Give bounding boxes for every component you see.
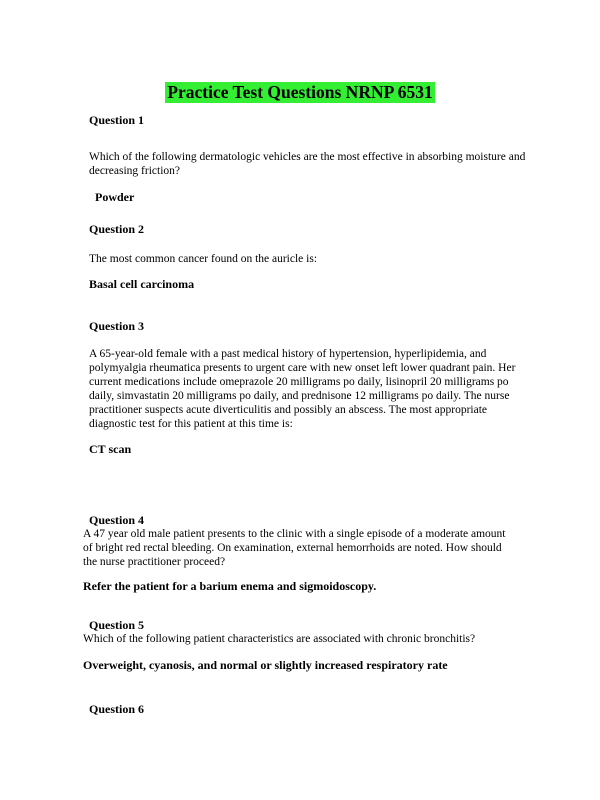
question-2-answer: Basal cell carcinoma <box>89 277 195 291</box>
question-5-answer: Overweight, cyanosis, and normal or slightly increased respiratory rate <box>83 658 448 672</box>
question-3-text: A 65-year-old female with a past medical history of hypertension, hyperlipidemia, and polymyalgia rheumatica presents to urgent care with new onset left lower quadrant pain. Her current medications include omeprazole 20 milligrams po daily, lisinopril 20 milligrams po daily, simvastatin 20 milligrams po daily, and prednisone 12 milligrams po daily. The nurse practitioner suspects acute diverticulitis and possibly an abscess. The most appropriate diagnostic test for this patient at this time is: <box>89 348 516 430</box>
question-3-answer: CT scan <box>89 442 132 456</box>
question-3-heading: Question 3 <box>89 319 145 333</box>
title-container <box>0 82 600 103</box>
question-6-heading: Question 6 <box>89 702 145 716</box>
document-title: Practice Test Questions NRNP 6531 <box>167 82 433 102</box>
question-2-heading: Question 2 <box>89 222 145 236</box>
question-5-heading: Question 5 <box>89 618 145 632</box>
question-4-answer: Refer the patient for a barium enema and sigmoidoscopy. <box>83 579 377 593</box>
question-4-text: A 47 year old male patient presents to the clinic with a single episode of a moderate amount of bright red rectal bleeding. On examination, external hemorrhoids are noted. How should the nurse practitioner proceed? <box>83 528 506 568</box>
question-1-answer: Powder <box>95 190 135 204</box>
question-2-text: The most common cancer found on the auricle is: <box>89 253 318 265</box>
question-1-text: Which of the following dermatologic vehicles are the most effective in absorbing moisture and decreasing friction? <box>89 151 526 177</box>
question-5-text: Which of the following patient characteristics are associated with chronic bronchitis? <box>83 633 476 645</box>
question-1-heading: Question 1 <box>89 113 145 127</box>
question-4-heading: Question 4 <box>89 513 145 527</box>
